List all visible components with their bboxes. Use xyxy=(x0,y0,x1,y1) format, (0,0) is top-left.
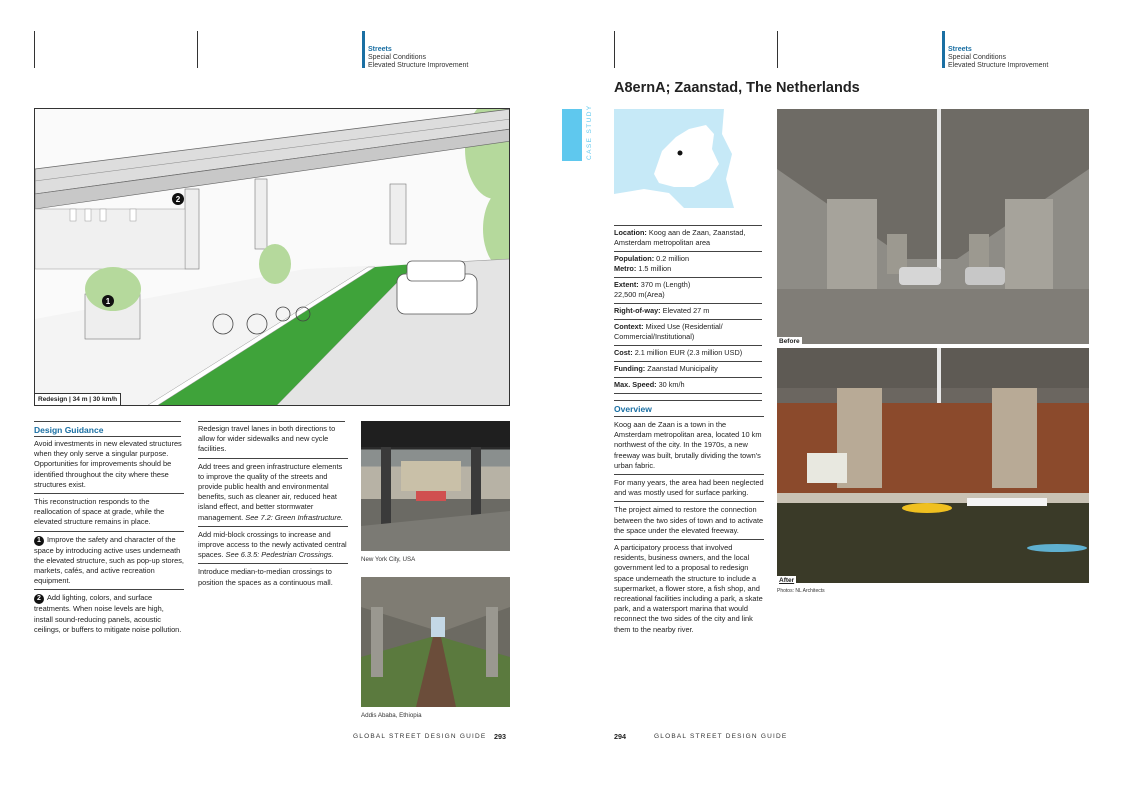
header-subsection: Special Conditions xyxy=(948,54,1006,61)
header-divider xyxy=(197,31,198,68)
marker-1-badge: 1 xyxy=(34,536,44,546)
header-topic: Elevated Structure Improvement xyxy=(368,62,469,69)
photo-new-york xyxy=(361,421,510,551)
overview-rule xyxy=(614,400,762,401)
running-header xyxy=(948,46,1048,70)
page-number: 294 xyxy=(614,732,626,741)
header-section: Streets xyxy=(948,46,972,53)
fact-cost: Cost: 2.1 million EUR (2.3 million USD) xyxy=(614,345,762,361)
car-drawing xyxy=(397,261,477,314)
guidance-paragraph-marker-1: 1 Improve the safety and character of the space by introducing active uses underneath the elevated structure, such as pop-up stores, markets, cafés, and active recreation equipment. xyxy=(34,534,184,586)
photo-before xyxy=(777,109,1089,344)
guidance-paragraph: Add trees and green infrastructure elements to improve the quality of the streets and provide public health and environmental benefits, such as cleaner air, reduced heat island effect, and better stormwater management. See 7.2: Green Infrastructure. xyxy=(198,461,344,522)
header-divider xyxy=(614,31,615,68)
case-study-title: A8ernA; Zaanstad, The Netherlands xyxy=(614,80,860,96)
guidance-paragraph-marker-2: 2 Add lighting, colors, and surface treatments. When noise levels are high, install sound-reducing panels, acoustic ceilings, or buffers to mitigate noise pollution. xyxy=(34,593,182,634)
photo-after xyxy=(777,348,1089,583)
marker-2 xyxy=(172,193,184,205)
running-header xyxy=(368,46,468,70)
photo-caption: Addis Ababa, Ethiopia xyxy=(361,712,422,719)
fact-max-speed: Max. Speed: 30 km/h xyxy=(614,377,762,394)
street-illustration xyxy=(34,108,510,406)
photo-after-drawing xyxy=(777,348,1089,583)
illustration-drawing xyxy=(35,109,510,406)
fact-right-of-way: Right-of-way: Elevated 27 m xyxy=(614,303,762,319)
page-footer: GLOBAL STREET DESIGN GUIDE xyxy=(353,733,487,740)
guidance-col-1 xyxy=(34,439,184,638)
col2-rule xyxy=(198,421,345,422)
guidance-paragraph: Add mid-block crossings to increase and improve access to the newly activated central spaces. See 6.3.5: Pedestrian Crossings. xyxy=(198,529,347,560)
page-footer: GLOBAL STREET DESIGN GUIDE xyxy=(654,733,788,740)
header-accent-bar xyxy=(942,31,945,68)
guidance-paragraph: Introduce median-to-median crossings to position the spaces as a continuous mall. xyxy=(198,567,333,587)
header-accent-bar xyxy=(362,31,365,68)
overview-paragraph: Koog aan de Zaan is a town in the Amsterdam metropolitan area, located 10 km northwest of the city. In the 1970s, a new freeway was built, brutally dividing the town's urban fabric. xyxy=(614,420,762,470)
design-guidance-rule xyxy=(34,436,181,437)
fact-location: Location: Koog aan de Zaan, Zaanstad, Amsterdam metropolitan area xyxy=(614,225,762,251)
overview-paragraph: For many years, the area had been neglected and was mostly used for surface parking. xyxy=(614,478,764,498)
photo-addis-ababa-drawing xyxy=(361,577,510,707)
facts-list xyxy=(614,225,762,394)
overview-paragraph: The project aimed to restore the connection between the two sides of town and to activate the space under the elevated freeway. xyxy=(614,505,764,535)
header-topic: Elevated Structure Improvement xyxy=(948,62,1049,69)
photo-new-york-drawing xyxy=(361,421,510,551)
photo-addis-ababa xyxy=(361,577,510,707)
photo-before-drawing xyxy=(777,109,1089,344)
design-guidance-title: Design Guidance xyxy=(34,425,104,435)
fact-context: Context: Mixed Use (Residential/ Commercial/Institutional) xyxy=(614,319,762,345)
case-study-tab-label: CASE STUDY xyxy=(586,104,593,160)
location-dot xyxy=(678,151,683,156)
header-subsection: Special Conditions xyxy=(368,54,426,61)
overview-paragraph: A participatory process that involved residents, business owners, and the local government led to a proposal to redesign space underneath the structure to include a supermarket, a flower store, a fish shop, and recreational facilities including a park, a skate park, and a watersport marina that would reconnect the two sides of the city and link them to the nearby river. xyxy=(614,543,763,634)
marker-2-badge: 2 xyxy=(34,594,44,604)
photo-credit: Photos: NL Architects xyxy=(777,588,825,594)
case-study-tab xyxy=(562,109,582,161)
before-label: Before xyxy=(779,338,800,345)
netherlands-map xyxy=(614,109,762,208)
overview-text xyxy=(614,416,764,638)
location-map xyxy=(614,109,762,208)
svg-text:2: 2 xyxy=(175,195,181,204)
illustration-label: Redesign | 34 m | 30 km/h xyxy=(35,393,121,405)
guidance-paragraph: This reconstruction responds to the reallocation of space at grade, while the elevated structure remains in place. xyxy=(34,497,165,527)
page-number: 293 xyxy=(494,732,506,741)
fact-population: Population: 0.2 million Metro: 1.5 million xyxy=(614,251,762,277)
header-divider xyxy=(777,31,778,68)
overview-title: Overview xyxy=(614,404,652,414)
header-divider xyxy=(34,31,35,68)
fact-funding: Funding: Zaanstad Municipality xyxy=(614,361,762,377)
fact-extent: Extent: 370 m (Length) 22,500 m(Area) xyxy=(614,277,762,303)
marker-1 xyxy=(102,295,114,307)
after-label: After xyxy=(779,577,795,584)
svg-text:1: 1 xyxy=(105,297,111,306)
guidance-paragraph: Redesign travel lanes in both directions to allow for wider sidewalks and new cycle facilities. xyxy=(198,424,336,454)
guidance-col-2 xyxy=(198,424,348,591)
photo-caption: New York City, USA xyxy=(361,556,416,563)
design-guidance-rule xyxy=(34,421,181,422)
guidance-paragraph: Avoid investments in new elevated structures when they only serve a singular purpose. Opportunities for improvements should be identified throughout the city where these structures exist. xyxy=(34,439,182,489)
header-section: Streets xyxy=(368,46,392,53)
